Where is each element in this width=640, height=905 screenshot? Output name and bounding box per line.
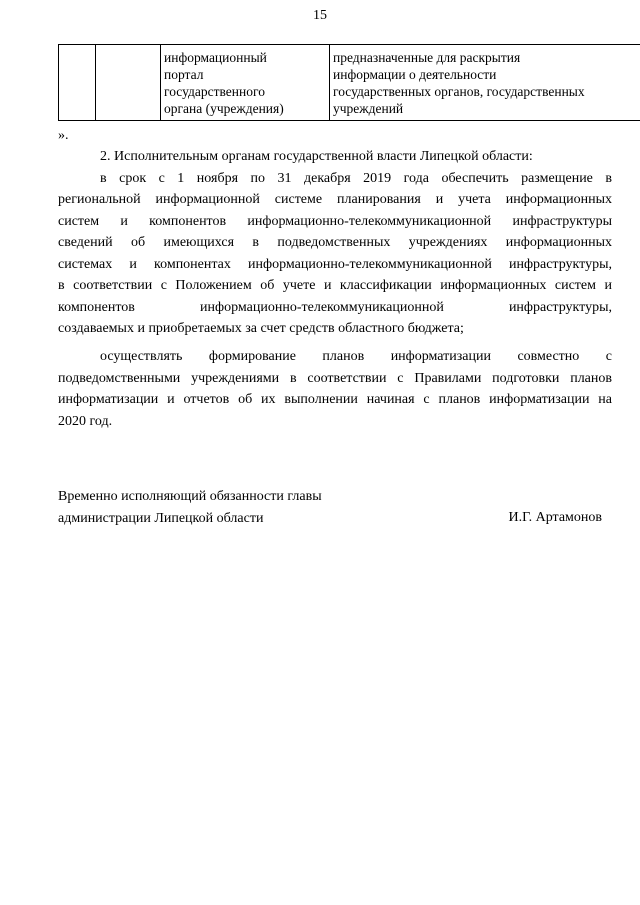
closing-quote: ». [58, 128, 69, 143]
paragraph-line: информатизации и отчетов об их выполнении начиная с планов информатизации на [58, 392, 612, 407]
section-2 [58, 146, 612, 340]
page-number: 15 [313, 8, 327, 23]
paragraph-2 [58, 346, 612, 432]
paragraph-line: в соответствии с Положением об учете и классификации информационных систем и [58, 278, 612, 293]
table-cell-empty [96, 45, 161, 121]
signatory-title-line: Временно исполняющий обязанности главы [58, 489, 322, 504]
paragraph-line: компонентов информационно-телекоммуникационной инфраструктуры, [58, 299, 612, 315]
table-row [59, 45, 640, 121]
cell-text-line: учреждений [333, 101, 404, 116]
paragraph-line: 2020 год. [58, 413, 113, 429]
cell-text-line: государственного [164, 84, 265, 99]
paragraph-line: создаваемых и приобретаемых за счет средств областного бюджета; [58, 321, 464, 336]
paragraph-line: подведомственными учреждениями в соответствии с Правилами подготовки планов [58, 370, 612, 386]
paragraph-line: системах и компонентах информационно-телекоммуникационной инфраструктуры, [58, 256, 612, 272]
cell-text-line: портал [164, 67, 204, 82]
paragraph-line: в срок с 1 ноября по 31 декабря 2019 года обеспечить размещение в [100, 170, 612, 186]
signatory-title-line: администрации Липецкой области [58, 510, 264, 526]
table-cell-purpose [330, 45, 640, 121]
cell-text-line: информационный [164, 50, 267, 65]
signature-block [58, 486, 612, 529]
signatory-name: И.Г. Артамонов [508, 510, 602, 525]
paragraph-line: сведений об имеющихся в подведомственных учреждениях информационных [58, 235, 612, 250]
table-cell-number [59, 45, 96, 121]
paragraph-line: осуществлять формирование планов информатизации совместно с [100, 349, 612, 364]
information-systems-table [58, 44, 640, 121]
cell-text-line: органа (учреждения) [164, 101, 284, 116]
cell-text-line: предназначенные для раскрытия [333, 50, 521, 65]
cell-text-line: информации о деятельности [333, 67, 497, 82]
table-cell-name [161, 45, 330, 121]
section-heading: 2. Исполнительным органам государственной власти Липецкой области: [100, 149, 533, 164]
paragraph-line: систем и компонентов информационно-телекоммуникационной инфраструктуры [58, 213, 612, 229]
paragraph-line: региональной информационной системе планирования и учета информационных [58, 192, 612, 207]
cell-text-line: государственных органов, государственных [333, 84, 585, 99]
